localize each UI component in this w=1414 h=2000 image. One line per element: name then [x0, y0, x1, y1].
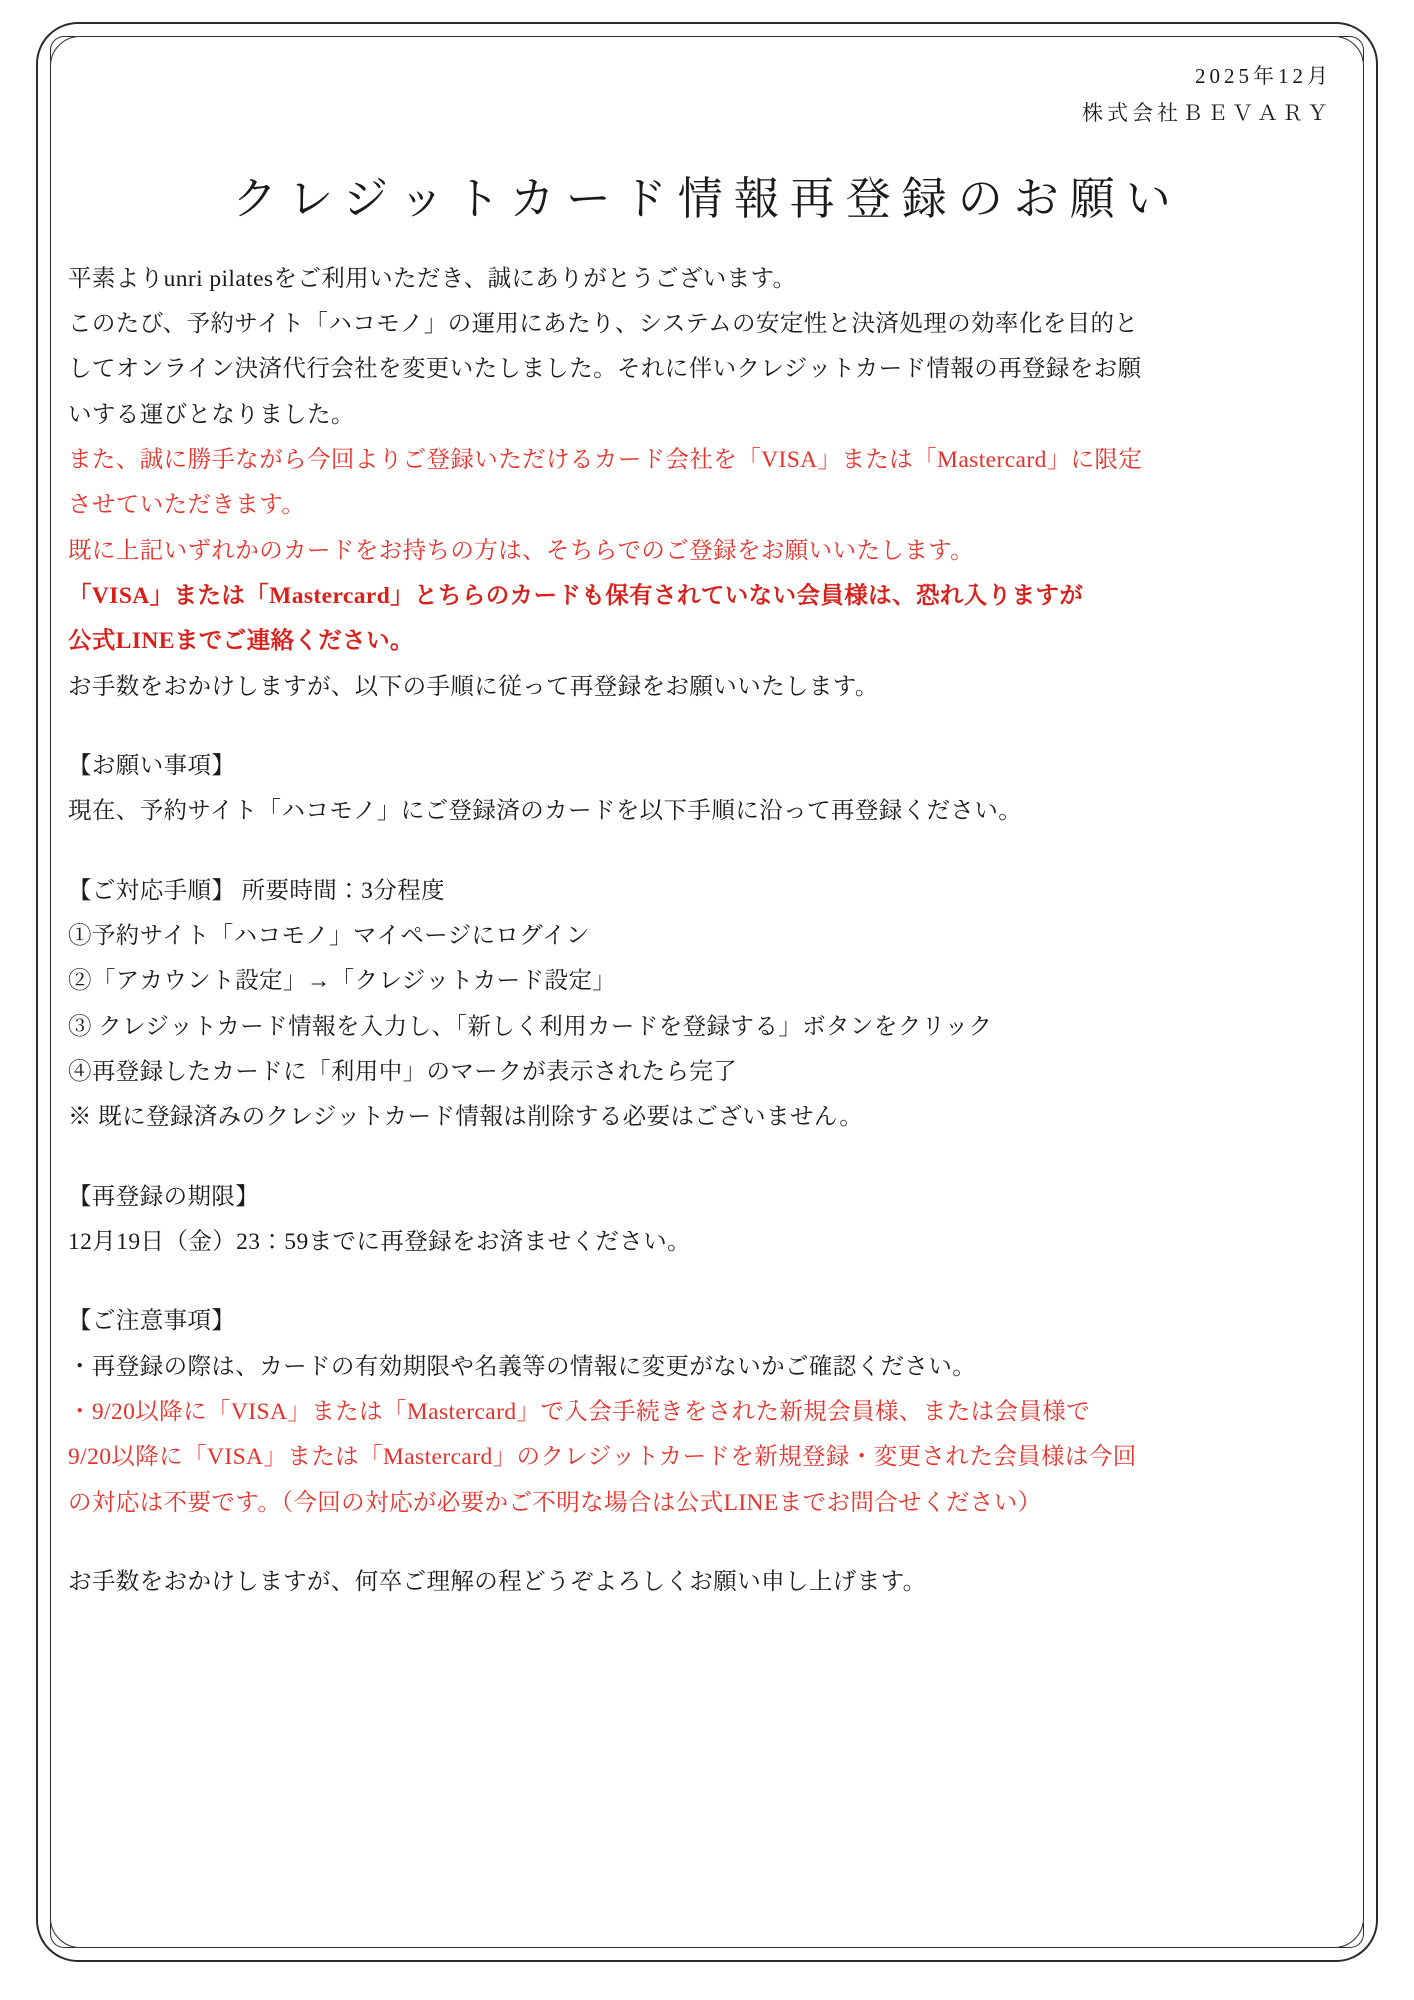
spacer: [68, 1526, 1346, 1560]
intro-line: このたび、予約サイト「ハコモノ」の運用にあたり、システムの安定性と決済処理の効率化を目的と: [68, 310, 1139, 337]
caution-red-line: ・9/20以降に「VISA」または「Mastercard」で入会手続きをされた新規会員様、または会員様で: [68, 1399, 1091, 1426]
section-heading-steps: 【ご対応手順】 所要時間：3分程度: [68, 877, 445, 904]
notice-emphasis-line: 「VISA」または「Mastercard」とちらのカードも保有されていない会員様は、恐れ入りますが: [68, 582, 1084, 609]
step-note-line: ※ 既に登録済みのクレジットカード情報は削除する必要はございません。: [68, 1104, 864, 1131]
caution-line: ・再登録の際は、カードの有効期限や名義等の情報に変更がないかご確認ください。: [68, 1353, 977, 1380]
spacer: [68, 710, 1346, 744]
caution-red-line: 9/20以降に「VISA」または「Mastercard」のクレジットカードを新規登録・変更された会員様は今回: [68, 1444, 1137, 1471]
section-line: 現在、予約サイト「ハコモノ」にご登録済のカードを以下手順に沿って再登録ください。: [68, 798, 1023, 825]
issuer-company: 株式会社ＢＥＶＡＲＹ: [1082, 100, 1332, 125]
notice-line: また、誠に勝手ながら今回よりご登録いただけるカード会社を「VISA」または「Mastercard」に限定: [68, 446, 1143, 473]
section-heading-request: 【お願い事項】: [68, 752, 236, 779]
step-line: ①予約サイト「ハコモノ」マイページにログイン: [68, 922, 590, 949]
document-body: [68, 257, 1346, 1606]
page-title: クレジットカード情報再登録のお願い: [232, 173, 1182, 224]
intro-line: 平素よりunri pilatesをご利用いただき、誠にありがとうございます。: [68, 265, 797, 292]
notice-line: 既に上記いずれかのカードをお持ちの方は、そちらでのご登録をお願いいたします。: [68, 537, 975, 564]
after-notice-line: お手数をおかけしますが、以下の手順に従って再登録をお願いいたします。: [68, 673, 879, 700]
section-heading-caution: 【ご注意事項】: [68, 1308, 236, 1335]
step-line: ③ クレジットカード情報を入力し、「新しく利用カードを登録する」ボタンをクリック: [68, 1013, 993, 1040]
deadline-line: 12月19日（金）23：59までに再登録をお済ませください。: [68, 1229, 691, 1256]
issue-date: 2025年12月: [1195, 64, 1332, 88]
notice-emphasis-line: 公式LINEまでご連絡ください。: [68, 628, 414, 655]
document-meta: [68, 58, 1346, 132]
corner-ornament-bottom-left: [50, 1922, 76, 1948]
section-heading-deadline: 【再登録の期限】: [68, 1183, 260, 1210]
step-line: ②「アカウント設定」→「クレジットカード設定」: [68, 968, 617, 995]
caution-red-line: の対応は不要です。（今回の対応が必要かご不明な場合は公式LINEまでお問合せください）: [68, 1489, 1042, 1516]
spacer: [68, 1265, 1346, 1299]
spacer: [68, 1141, 1346, 1175]
notice-line: させていただきます。: [68, 492, 306, 519]
spacer: [68, 835, 1346, 869]
intro-line: いする運びとなりました。: [68, 401, 355, 428]
step-line: ④再登録したカードに「利用中」のマークが表示されたら完了: [68, 1059, 738, 1085]
document-content: [68, 58, 1346, 1605]
intro-line: してオンライン決済代行会社を変更いたしました。それに伴いクレジットカード情報の再登録をお願: [68, 356, 1142, 383]
closing-line: お手数をおかけしますが、何卒ご理解の程どうぞよろしくお願い申し上げます。: [68, 1569, 927, 1596]
